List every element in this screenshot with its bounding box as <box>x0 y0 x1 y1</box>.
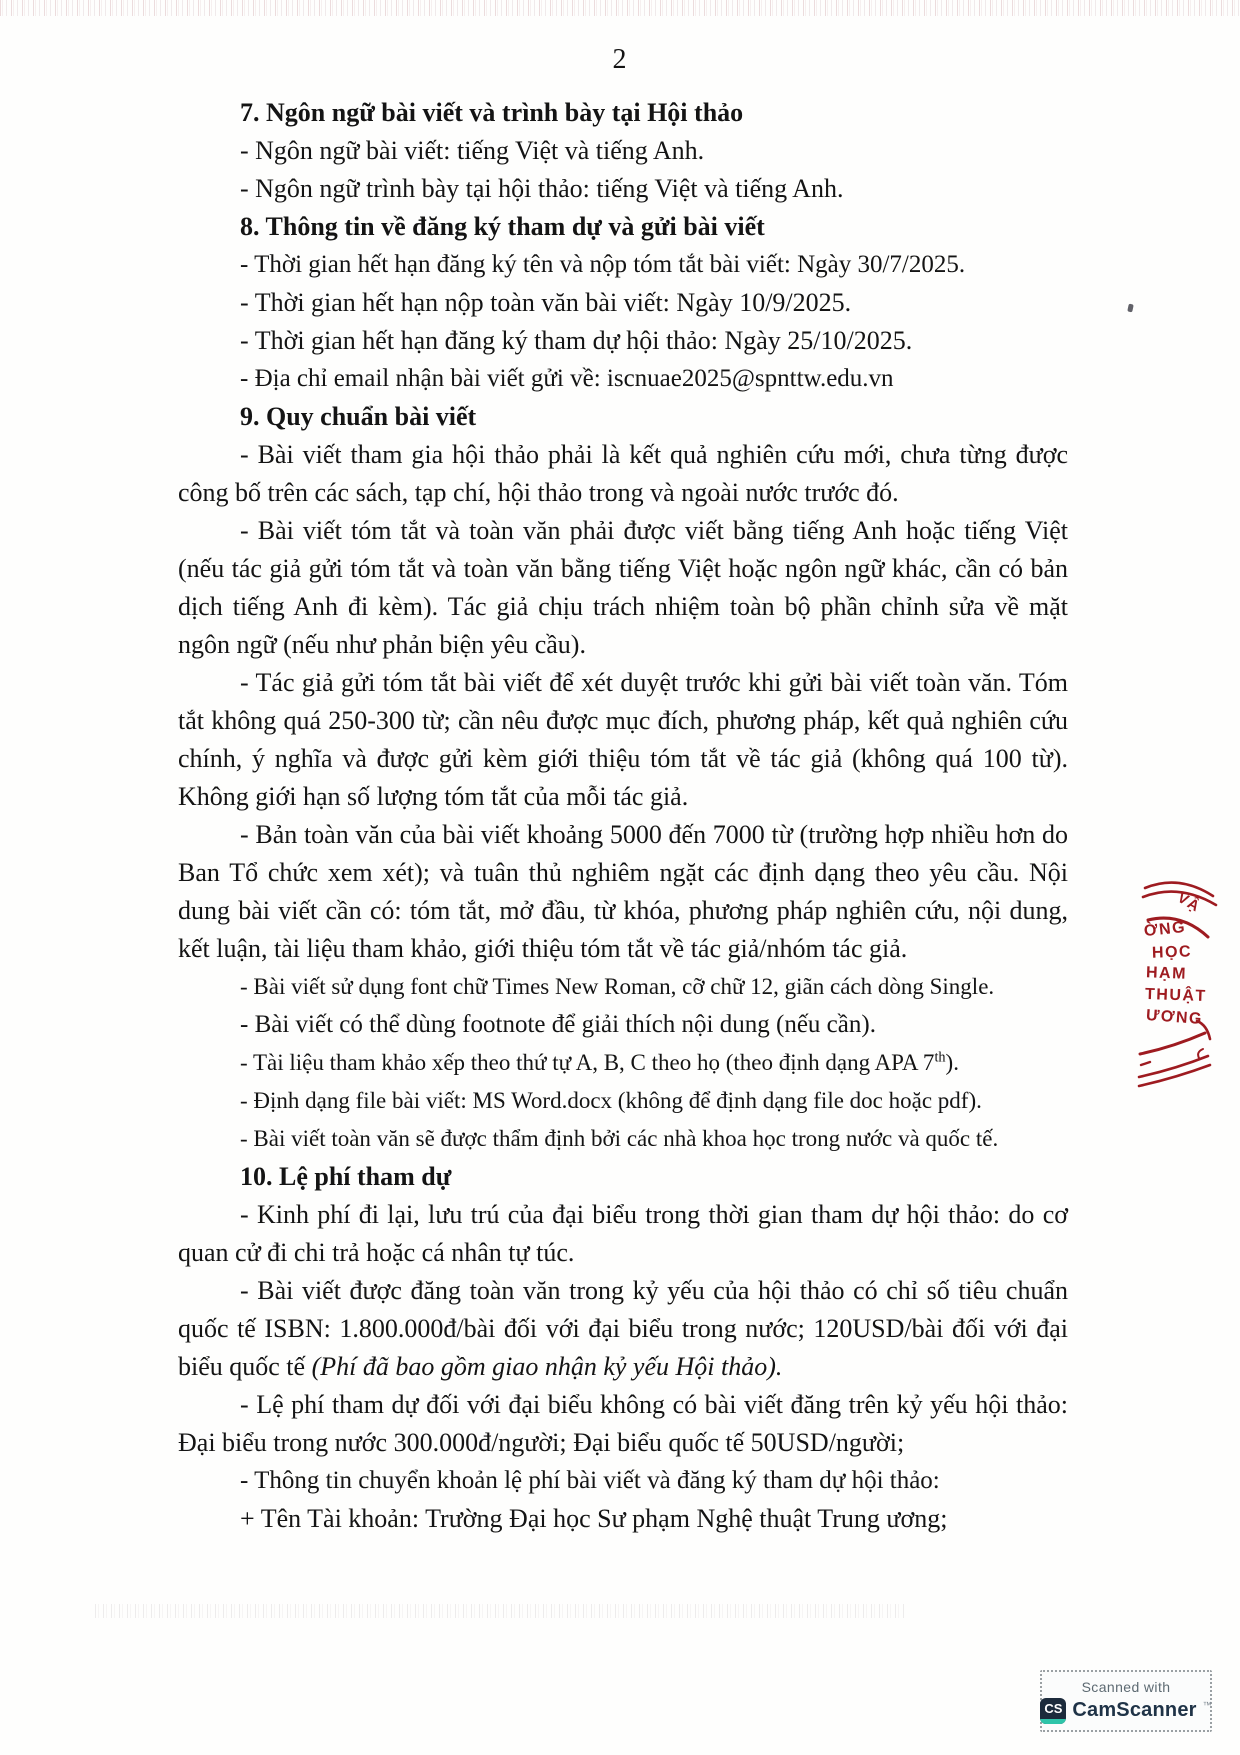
document-content <box>178 94 1068 1538</box>
stamp-text-fragment: ỜNG <box>1143 918 1187 941</box>
list-item: - Thời gian hết hạn đăng ký tên và nộp tóm tắt bài viết: Ngày 30/7/2025. <box>240 251 966 278</box>
official-stamp <box>1133 868 1240 1100</box>
paragraph: - Bản toàn văn của bài viết khoảng 5000 đến 7000 từ (trường hợp nhiều hơn do Ban Tổ chức xem xét); và tuân thủ nghiêm ngặt các định dạng theo yêu cầu. Nội dung bài viết cần có: tóm tắt, mở đầu, từ khóa, phương pháp nghiên cứu, nội dung, kết luận, tài liệu tham khảo, giới thiệu tóm tắt về tác giả/nhóm tác giả. <box>178 820 1068 963</box>
list-item: + Tên Tài khoản: Trường Đại học Sư phạm Nghệ thuật Trung ương; <box>240 1504 948 1533</box>
section-heading: 8. Thông tin về đăng ký tham dự và gửi bài viết <box>240 212 765 241</box>
list-item: - Ngôn ngữ bài viết: tiếng Việt và tiếng Anh. <box>240 136 705 165</box>
paragraph: - Bài viết tham gia hội thảo phải là kết quả nghiên cứu mới, chưa từng được công bố trên các sách, tạp chí, hội thảo trong và ngoài nước trước đó. <box>178 440 1068 507</box>
stamp-text-fragment: THUẬT <box>1144 985 1208 1006</box>
paragraph: - Tác giả gửi tóm tắt bài viết để xét duyệt trước khi gửi bài viết toàn văn. Tóm tắt không quá 250-300 từ; cần nêu được mục đích, phương pháp, kết quả nghiên cứu chính, ý nghĩa và được gửi kèm giới thiệu tóm tắt về tác giả (không quá 100 từ). Không giới hạn số lượng tóm tắt của mỗi tác giả. <box>178 668 1068 811</box>
paragraph: - Bài viết được đăng toàn văn trong kỷ yếu của hội thảo có chỉ số tiêu chuẩn quốc tế ISBN: 1.800.000đ/bài đối với đại biểu trong nước; 120USD/bài đối với đại biểu quốc tế (Phí đã bao gồm giao nhận kỷ yếu Hội thảo). <box>178 1276 1068 1381</box>
stamp-text-fragment: ƯƠNG <box>1145 1007 1204 1028</box>
section-heading: 7. Ngôn ngữ bài viết và trình bày tại Hội thảo <box>240 98 744 127</box>
list-item: - Địa chỉ email nhận bài viết gửi về: iscnuae2025@spnttw.edu.vn <box>240 365 894 392</box>
page-number: 2 <box>612 44 628 75</box>
stamp-text-fragment: VẬ <box>1174 889 1204 916</box>
list-item: - Định dạng file bài viết: MS Word.docx (không để định dạng file doc hoặc pdf). <box>240 1088 982 1113</box>
section-heading: 10. Lệ phí tham dự <box>240 1162 452 1191</box>
stamp-text-fragment: HẠM <box>1145 964 1188 983</box>
list-item: - Ngôn ngữ trình bày tại hội thảo: tiếng Việt và tiếng Anh. <box>240 174 844 203</box>
list-item: - Thông tin chuyển khoản lệ phí bài viết và đăng ký tham dự hội thảo: <box>240 1467 940 1494</box>
camscanner-wordmark: CamScanner <box>1072 1699 1197 1721</box>
list-item: - Thời gian hết hạn nộp toàn văn bài viết: Ngày 10/9/2025. <box>240 288 852 317</box>
section-heading: 9. Quy chuẩn bài viết <box>240 402 477 431</box>
list-item: - Bài viết có thể dùng footnote để giải thích nội dung (nếu cần). <box>240 1011 876 1038</box>
scan-artifact-dot <box>1127 304 1134 313</box>
list-item: - Tài liệu tham khảo xếp theo thứ tự A, B, C theo họ (theo định dạng APA 7th). <box>240 1049 959 1075</box>
stamp-text-fragment: HỌC <box>1151 943 1193 962</box>
list-item: - Bài viết sử dụng font chữ Times New Roman, cỡ chữ 12, giãn cách dòng Single. <box>240 974 995 999</box>
camscanner-badge <box>1040 1670 1212 1732</box>
list-item: - Bài viết toàn văn sẽ được thẩm định bởi các nhà khoa học trong nước và quốc tế. <box>240 1126 999 1151</box>
trademark-symbol: ™ <box>1202 1699 1212 1710</box>
paragraph: - Bài viết tóm tắt và toàn văn phải được viết bằng tiếng Anh hoặc tiếng Việt (nếu tác giả gửi tóm tắt và toàn văn bằng tiếng Việt hoặc ngôn ngữ khác, cần có bản dịch tiếng Anh đi kèm). Tác giả chịu trách nhiệm toàn bộ phần chỉnh sửa về mặt ngôn ngữ (nếu như phản biện yêu cầu). <box>178 516 1068 659</box>
paragraph: - Kinh phí đi lại, lưu trú của đại biểu trong thời gian tham dự hội thảo: do cơ quan cử đi chi trả hoặc cá nhân tự túc. <box>178 1200 1068 1267</box>
list-item: - Thời gian hết hạn đăng ký tham dự hội thảo: Ngày 25/10/2025. <box>240 326 913 355</box>
scanned-with-label: Scanned with <box>1081 1678 1171 1695</box>
scan-noise-band-top <box>0 0 1240 16</box>
camscanner-logo-icon: CS <box>1040 1698 1066 1724</box>
scan-noise-band-bottom <box>95 1604 905 1618</box>
paragraph: - Lệ phí tham dự đối với đại biểu không có bài viết đăng trên kỷ yếu hội thảo: Đại biểu trong nước 300.000đ/người; Đại biểu quốc tế 50USD/người; <box>178 1390 1068 1457</box>
